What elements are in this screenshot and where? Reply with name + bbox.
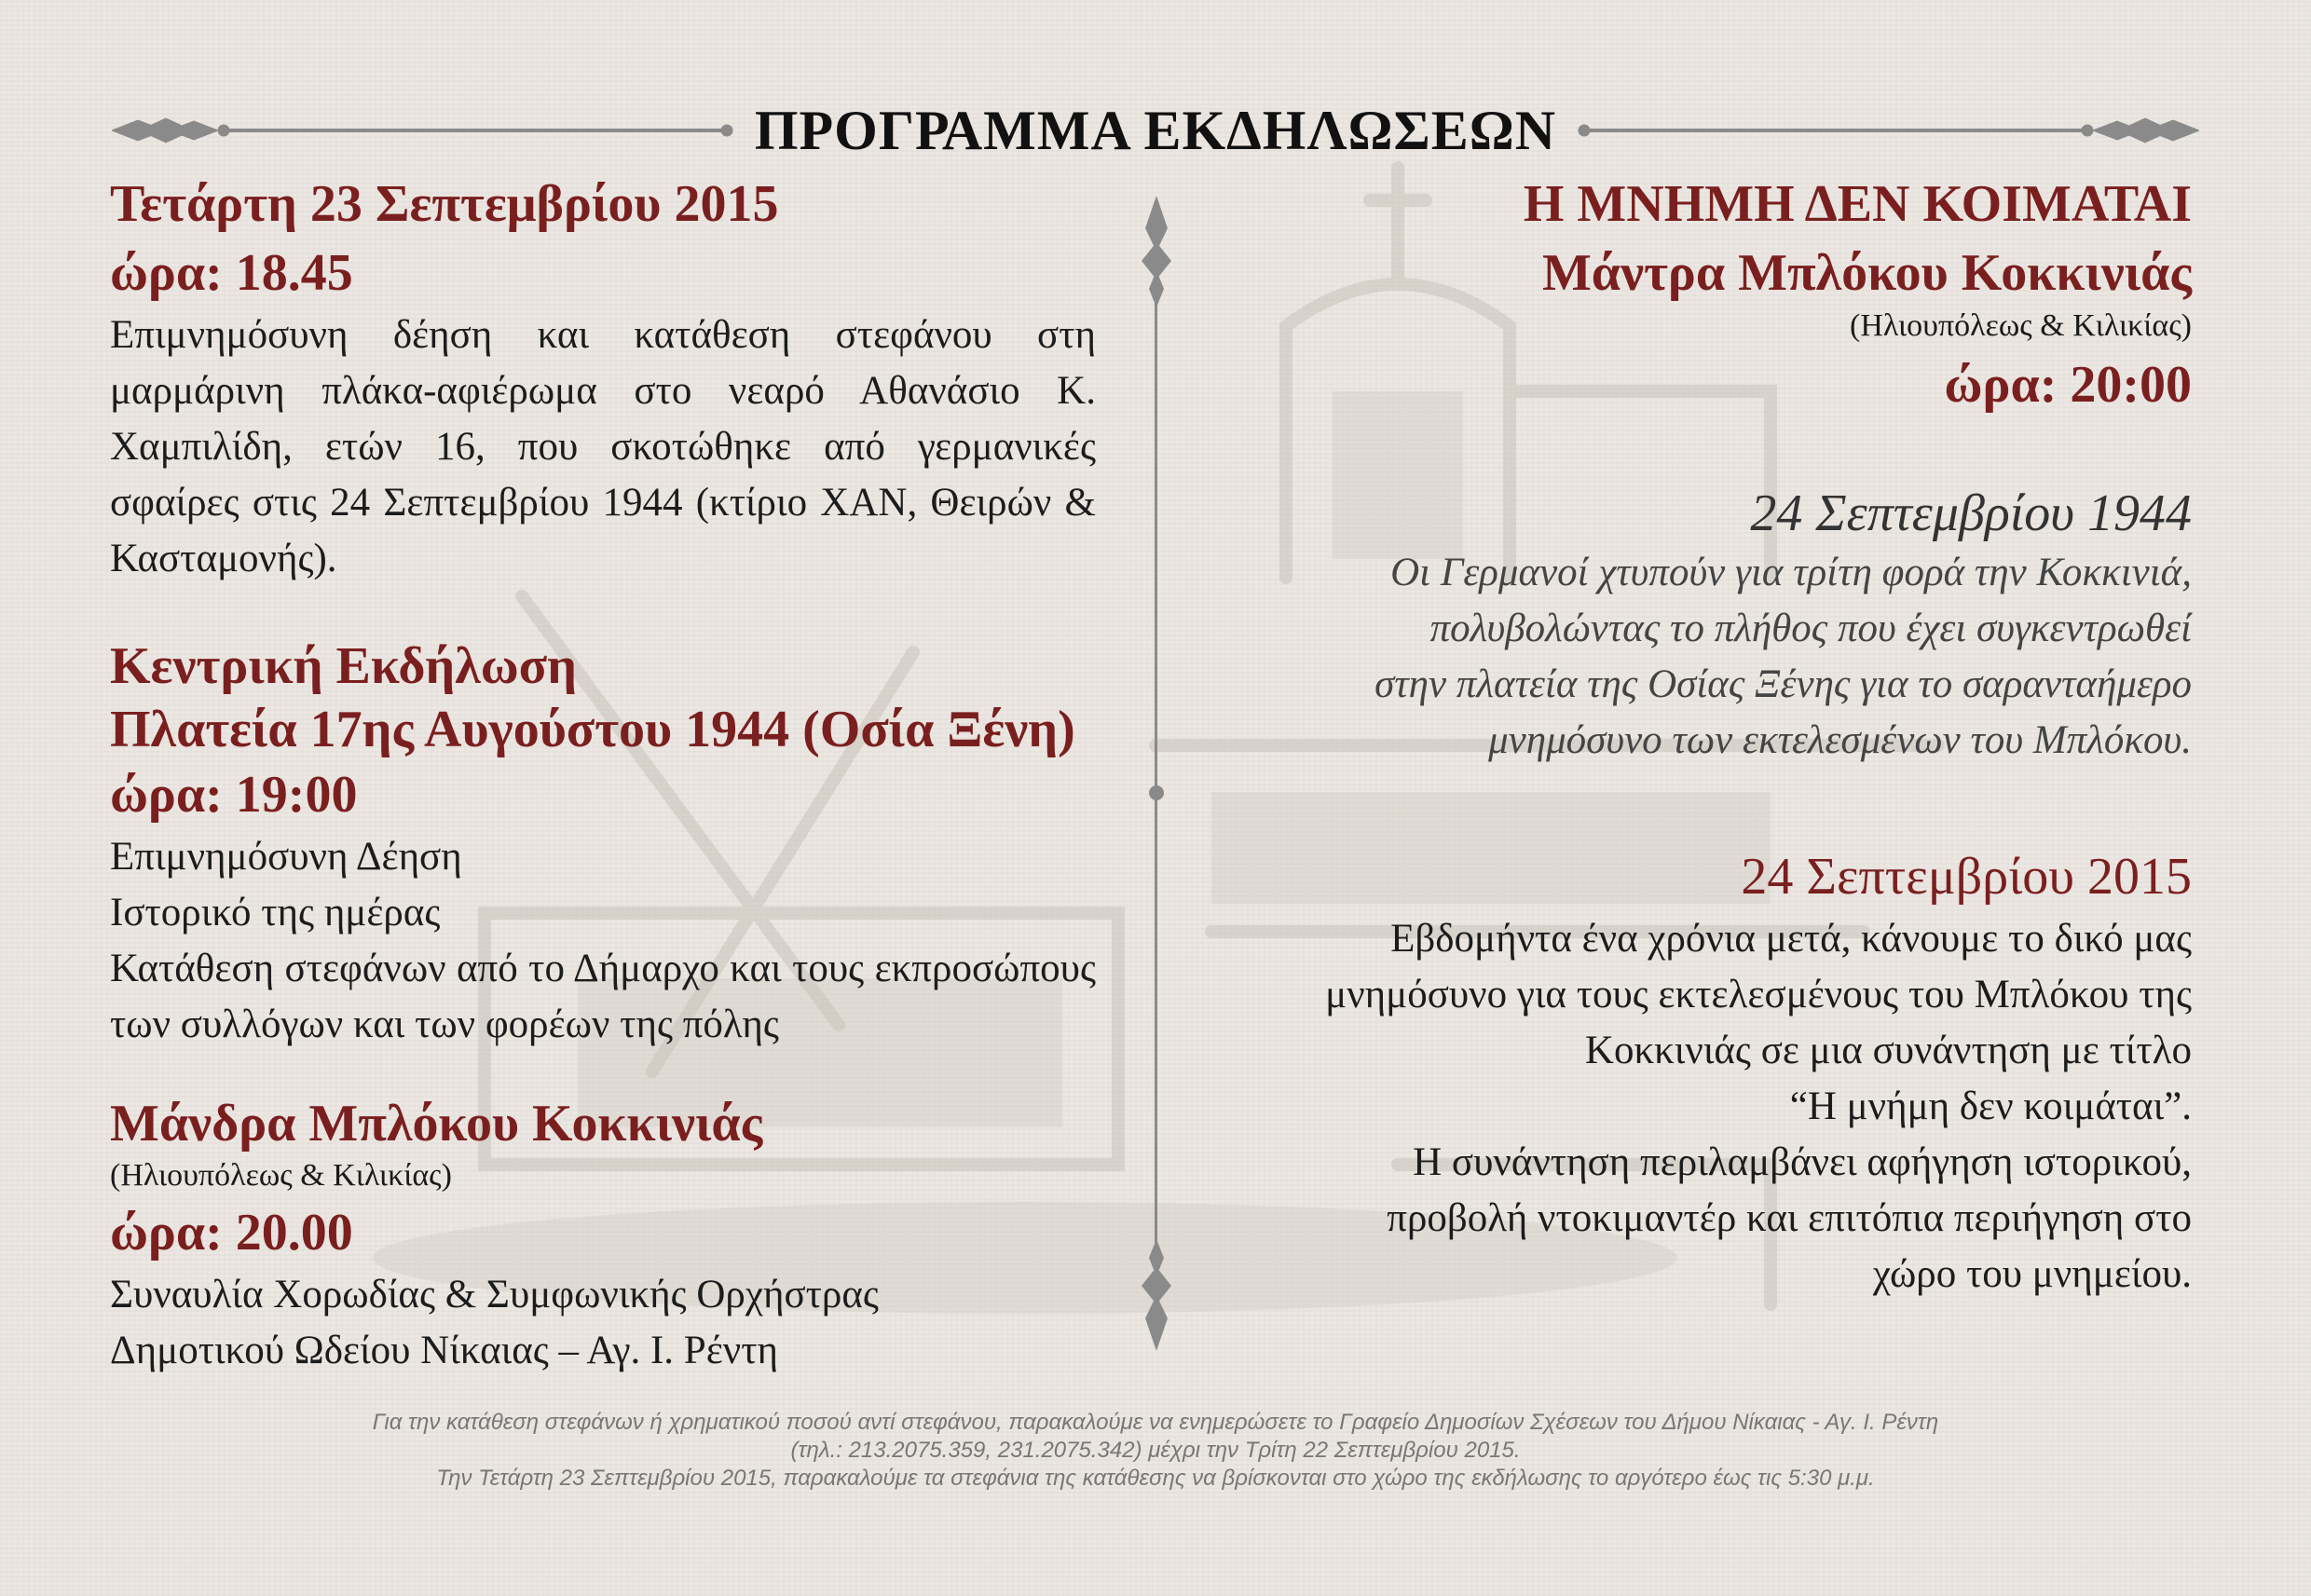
right-title: Η ΜΝΗΜΗ ΔΕΝ ΚΟΙΜΑΤΑΙ <box>1523 175 2192 233</box>
event1-description: Επιμνημόσυνη δέηση και κατάθεση στεφάνου στη μαρμάρινη πλάκα-αφιέρωμα στο νεαρό Αθανάσιο Κ. Χαμπιλίδη, ετών 16, που σκοτώθηκε από γερμανικές σφαίρες στις 24 Σεπτεμβρίου 1944 (κτίριο ΧΑΝ, Θειρών & Κασταμονής). <box>110 313 1096 580</box>
today-line6: προβολή ντοκιμαντέρ και επιτόπια περιήγηση στο <box>1387 1196 2192 1240</box>
divider-ornament-bottom <box>1132 1239 1181 1351</box>
footer-line3: Την Τετάρτη 23 Σεπτεμβρίου 2015, παρακαλούμε τα στεφάνια της κατάθεσης να βρίσκονται στο χώρο της εκδήλωσης το αργότερο έως τις 5:30 μ.μ. <box>436 1466 1875 1491</box>
event2-item3: Κατάθεση στεφάνων από το Δήμαρχο και τους εκπροσώπους των συλλόγων και των φορέων της πόλης <box>110 947 1096 1046</box>
history-line3: στην πλατεία της Οσίας Ξένης για το σαρανταήμερο <box>1374 662 2192 706</box>
today-line5: Η συνάντηση περιλαμβάνει αφήγηση ιστορικού, <box>1413 1140 2192 1184</box>
today-line3: Κοκκινιάς σε μια συνάντηση με τίτλο <box>1584 1029 2192 1072</box>
right-place: Μάντρα Μπλόκου Κοκκινιάς <box>1541 244 2192 302</box>
today-line1: Εβδομήντα ένα χρόνια μετά, κάνουμε το δικό μας <box>1390 917 2192 961</box>
footer-line1: Για την κατάθεση στεφάνων ή χρηματικού ποσού αντί στεφάνου, παρακαλούμε να ενημερώσετε το Γραφείο Δημοσίων Σχέσεων του Δήμου Νίκαιας - Αγ. Ι. Ρέντη <box>372 1410 1939 1435</box>
today-line7: χώρο του μνημείου. <box>1872 1252 2192 1296</box>
divider-dot <box>1146 783 1167 803</box>
history-date: 24 Σεπτεμβρίου 1944 <box>1750 484 2192 542</box>
event3-address: (Ηλιουπόλεως & Κιλικίας) <box>110 1158 452 1193</box>
today-line4: “Η μνήμη δεν κοιμάται”. <box>1789 1084 2192 1128</box>
history-line2: πολυβολώντας το πλήθος που έχει συγκεντρωθεί <box>1429 607 2192 650</box>
footer-line2: (τηλ.: 213.2075.359, 231.2075.342) μέχρι την Τρίτη 22 Σεπτεμβρίου 2015. <box>790 1438 1521 1463</box>
event3-time: ώρα: 20.00 <box>110 1204 353 1262</box>
divider-ornament-top <box>1132 196 1181 307</box>
event2-title: Κεντρική Εκδήλωση <box>110 637 577 695</box>
event2-place: Πλατεία 17ης Αυγούστου 1944 (Οσία Ξένη) <box>110 701 1075 758</box>
column-divider <box>1155 200 1157 1342</box>
event2-item1: Επιμνημόσυνη Δέηση <box>110 835 462 879</box>
event2-time: ώρα: 19:00 <box>110 766 358 824</box>
page-title: ΠΡΟΓΡΑΜΜΑ ΕΚΔΗΛΩΣΕΩΝ <box>754 100 1557 161</box>
event2-item2: Ιστορικό της ημέρας <box>110 891 441 934</box>
history-line4: μνημόσυνο των εκτελεσμένων του Μπλόκου. <box>1488 718 2192 762</box>
event3-place: Μάνδρα Μπλόκου Κοκκινιάς <box>110 1095 763 1153</box>
right-address: (Ηλιουπόλεως & Κιλικίας) <box>1850 308 2192 343</box>
right-time: ώρα: 20:00 <box>1944 356 2192 414</box>
event3-line1: Συναυλία Χορωδίας & Συμφωνικής Ορχήστρας <box>110 1273 879 1316</box>
history-line1: Οι Γερμανοί χτυπούν για τρίτη φορά την Κοκκινιά, <box>1390 551 2192 594</box>
event1-time: ώρα: 18.45 <box>110 244 353 302</box>
footer-note <box>0 1409 2311 1493</box>
event1-date: Τετάρτη 23 Σεπτεμβρίου 2015 <box>110 175 779 233</box>
today-date: 24 Σεπτεμβρίου 2015 <box>1741 848 2192 906</box>
today-line2: μνημόσυνο για τους εκτελεσμένους του Μπλόκου της <box>1325 973 2192 1016</box>
event3-line2: Δημοτικού Ωδείου Νίκαιας – Αγ. Ι. Ρέντη <box>110 1329 778 1372</box>
